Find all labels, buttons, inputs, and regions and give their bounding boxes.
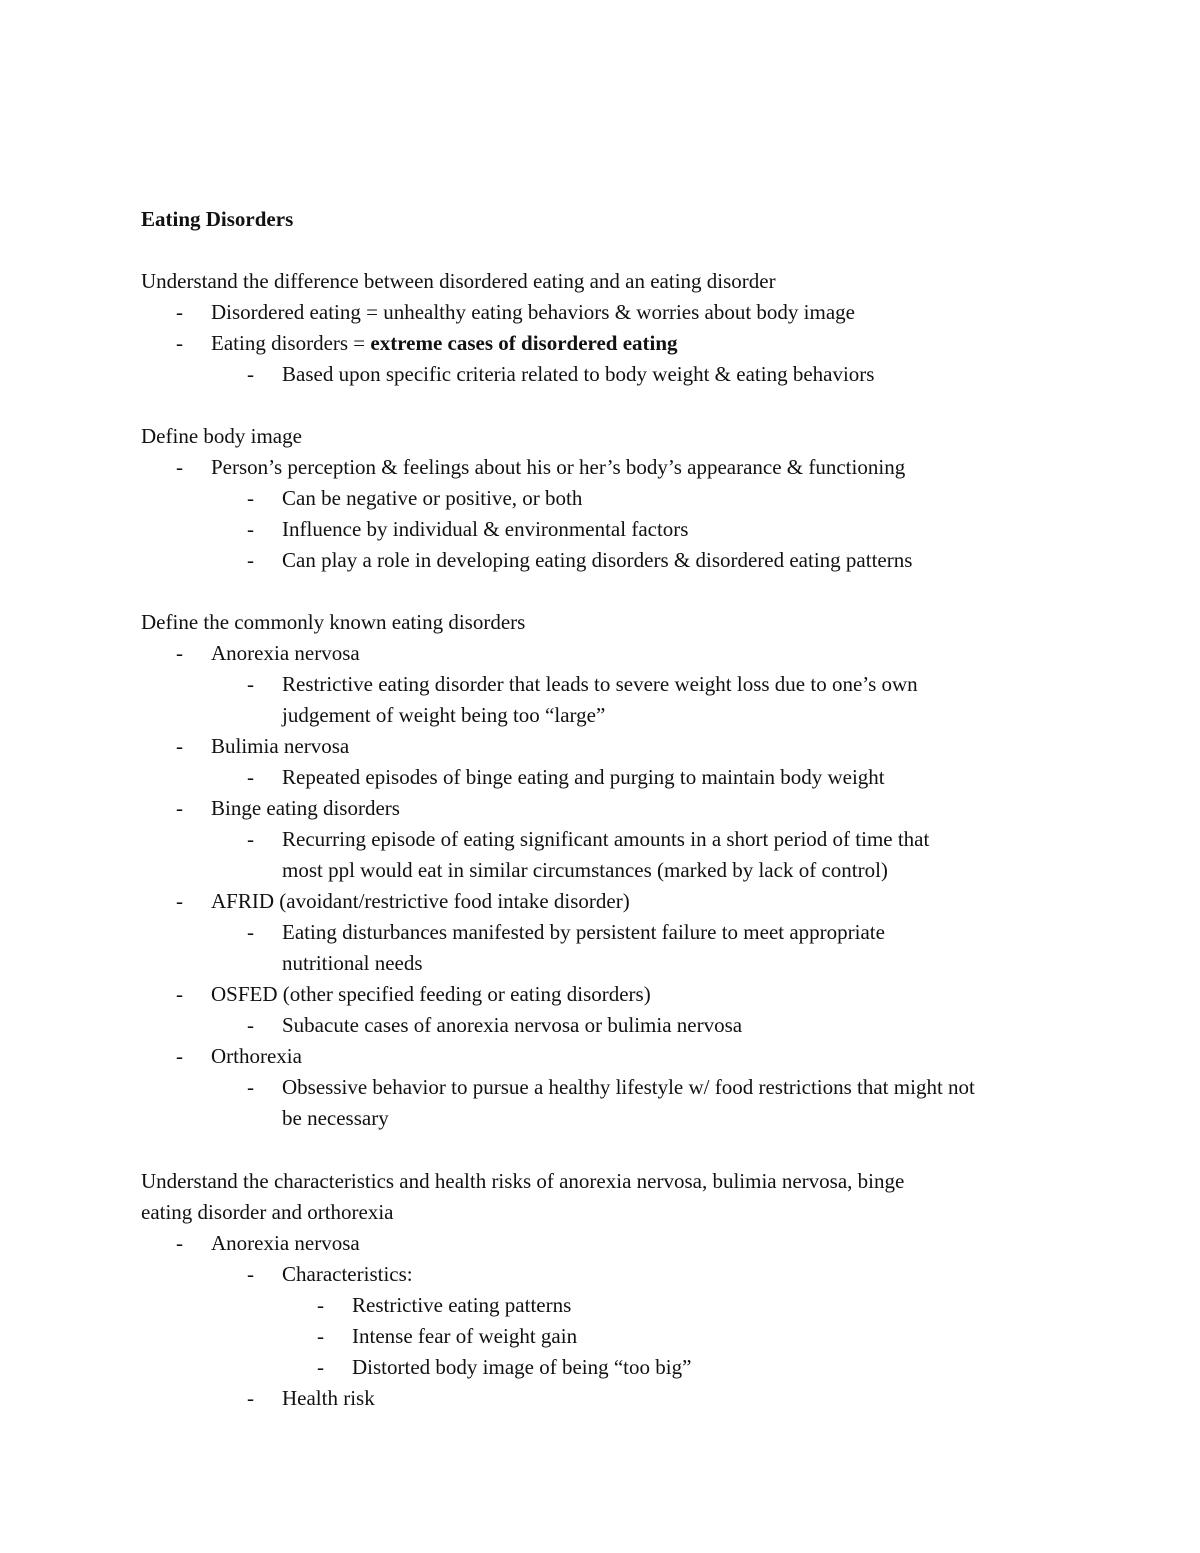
bullet-dash: -: [176, 1231, 183, 1255]
bullet-text: AFRID (avoidant/restrictive food intake disorder): [211, 889, 630, 913]
bullet-text-plain: Eating disorders =: [211, 331, 371, 355]
bullet-text: Recurring episode of eating significant amounts in a short period of time that: [282, 827, 930, 851]
bullet-text: Subacute cases of anorexia nervosa or bulimia nervosa: [282, 1013, 743, 1037]
bullet-text: Based upon specific criteria related to body weight & eating behaviors: [282, 362, 875, 386]
bullet-text: Binge eating disorders: [211, 796, 400, 820]
bullet-dash: -: [317, 1355, 324, 1379]
bullet-text: Eating disturbances manifested by persistent failure to meet appropriate: [282, 920, 885, 944]
bullet-text: Can play a role in developing eating disorders & disordered eating patterns: [282, 548, 913, 572]
bullet-text: Can be negative or positive, or both: [282, 486, 583, 510]
bullet-dash: -: [247, 362, 254, 386]
bullet-text: Distorted body image of being “too big”: [352, 1355, 692, 1379]
bullet-dash: -: [317, 1324, 324, 1348]
bullet-text: most ppl would eat in similar circumstances (marked by lack of control): [282, 858, 888, 882]
bullet-text: Bulimia nervosa: [211, 734, 350, 758]
bullet-dash: -: [247, 672, 254, 696]
bullet-text: Repeated episodes of binge eating and purging to maintain body weight: [282, 765, 885, 789]
bullet-dash: -: [247, 1386, 254, 1410]
bullet-text: OSFED (other specified feeding or eating disorders): [211, 982, 651, 1006]
bullet-text: Characteristics:: [282, 1262, 413, 1286]
bullet-text: Obsessive behavior to pursue a healthy lifestyle w/ food restrictions that might not: [282, 1075, 975, 1099]
bullet-text: [211, 329, 678, 357]
bold-text: extreme cases of disordered eating: [370, 331, 678, 355]
bullet-dash: -: [247, 765, 254, 789]
bullet-dash: -: [176, 796, 183, 820]
bullet-text: Restrictive eating disorder that leads to severe weight loss due to one’s own: [282, 672, 918, 696]
bullet-text: Restrictive eating patterns: [352, 1293, 572, 1317]
bullet-text: Orthorexia: [211, 1044, 302, 1068]
section-heading: Understand the difference between disordered eating and an eating disorder: [141, 269, 776, 293]
bullet-text: judgement of weight being too “large”: [282, 703, 606, 727]
bullet-dash: -: [176, 455, 183, 479]
bullet-dash: -: [247, 1075, 254, 1099]
bullet-dash: -: [247, 827, 254, 851]
bullet-text: nutritional needs: [282, 951, 423, 975]
bullet-dash: -: [176, 734, 183, 758]
bullet-dash: -: [176, 331, 183, 355]
bullet-dash: -: [247, 920, 254, 944]
section-heading: Understand the characteristics and health risks of anorexia nervosa, bulimia nervosa, binge: [141, 1169, 905, 1193]
bullet-dash: -: [176, 1044, 183, 1068]
bullet-dash: -: [176, 982, 183, 1006]
bullet-text: Health risk: [282, 1386, 375, 1410]
bullet-dash: -: [247, 517, 254, 541]
section-heading: Define the commonly known eating disorders: [141, 610, 526, 634]
bullet-dash: -: [176, 641, 183, 665]
bullet-dash: -: [247, 1013, 254, 1037]
bullet-dash: -: [247, 1262, 254, 1286]
bullet-text: Disordered eating = unhealthy eating behaviors & worries about body image: [211, 300, 855, 324]
bullet-dash: -: [176, 300, 183, 324]
bullet-dash: -: [176, 889, 183, 913]
bullet-text: Influence by individual & environmental factors: [282, 517, 689, 541]
section-heading: Define body image: [141, 424, 302, 448]
bullet-text: Anorexia nervosa: [211, 1231, 360, 1255]
bullet-text: Anorexia nervosa: [211, 641, 360, 665]
bullet-text: Intense fear of weight gain: [352, 1324, 578, 1348]
section-heading-continuation: eating disorder and orthorexia: [141, 1200, 394, 1224]
bullet-dash: -: [247, 486, 254, 510]
bullet-dash: -: [247, 548, 254, 572]
bullet-dash: -: [317, 1293, 324, 1317]
document-title: Eating Disorders: [141, 207, 294, 231]
bullet-text: Person’s perception & feelings about his or her’s body’s appearance & functioning: [211, 455, 906, 479]
bullet-text: be necessary: [282, 1106, 389, 1130]
